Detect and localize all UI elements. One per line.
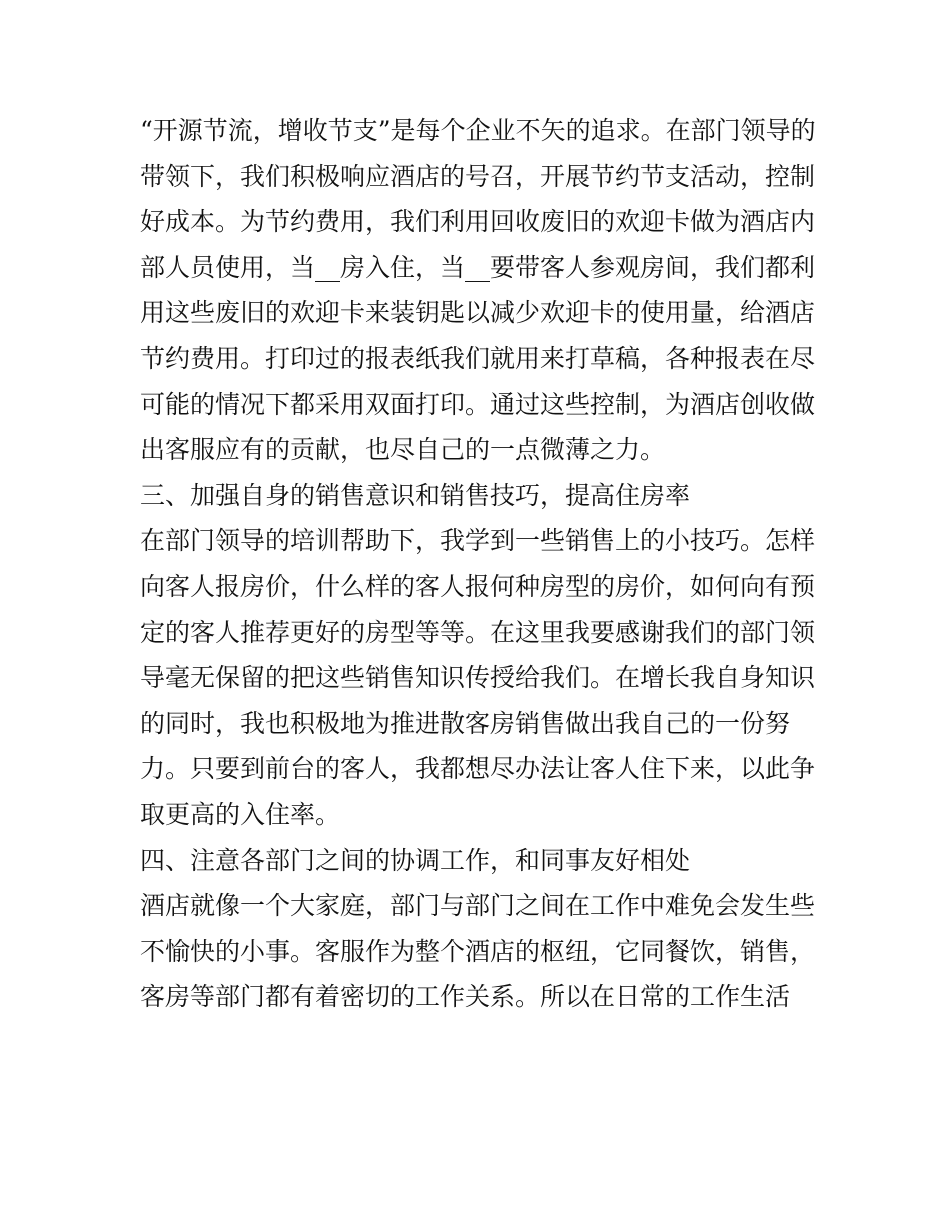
section-heading: 三、加强自身的销售意识和销售技巧，提高住房率 [140, 480, 691, 510]
paragraph-line: 导毫无保留的把这些销售知识传授给我们。在增长我自身知识 [140, 663, 816, 693]
paragraph-line: 出客服应有的贡献，也尽自己的一点微薄之力。 [140, 435, 666, 465]
paragraph-line: 带领下，我们积极响应酒店的号召，开展节约节支活动，控制 [140, 161, 816, 191]
paragraph-line: 客房等部门都有着密切的工作关系。所以在日常的工作生活 [140, 982, 791, 1012]
paragraph-line: 可能的情况下都采用双面打印。通过这些控制，为酒店创收做 [140, 389, 816, 419]
paragraph-line: “开源节流，增收节支”是每个企业不矢的追求。在部门领导的 [140, 116, 816, 145]
paragraph-line: 用这些废旧的欢迎卡来装钥匙以减少欢迎卡的使用量，给酒店 [140, 298, 816, 328]
paragraph-line: 力。只要到前台的客人，我都想尽办法让客人住下来，以此争 [140, 754, 816, 784]
paragraph-line: 向客人报房价，什么样的客人报何种房型的房价，如何向有预 [140, 571, 816, 601]
section-heading: 四、注意各部门之间的协调工作，和同事友好相处 [140, 845, 691, 875]
document-body [140, 108, 830, 1020]
paragraph-line: 好成本。为节约费用，我们利用回收废旧的欢迎卡做为酒店内 [140, 207, 816, 237]
paragraph-line: 定的客人推荐更好的房型等等。在这里我要感谢我们的部门领 [140, 617, 816, 647]
paragraph-line: 节约费用。打印过的报表纸我们就用来打草稿，各种报表在尽 [140, 343, 816, 373]
paragraph-line: 在部门领导的培训帮助下，我学到一些销售上的小技巧。怎样 [140, 526, 816, 556]
paragraph-line: 酒店就像一个大家庭，部门与部门之间在工作中难免会发生些 [140, 891, 816, 921]
paragraph-line: 不愉快的小事。客服作为整个酒店的枢纽，它同餐饮，销售， [140, 936, 816, 966]
paragraph-line: 的同时，我也积极地为推进散客房销售做出我自己的一份努 [140, 708, 791, 738]
paragraph-line: 部人员使用，当__房入住，当__要带客人参观房间，我们都利 [140, 252, 816, 282]
paragraph-line: 取更高的入住率。 [140, 799, 341, 829]
